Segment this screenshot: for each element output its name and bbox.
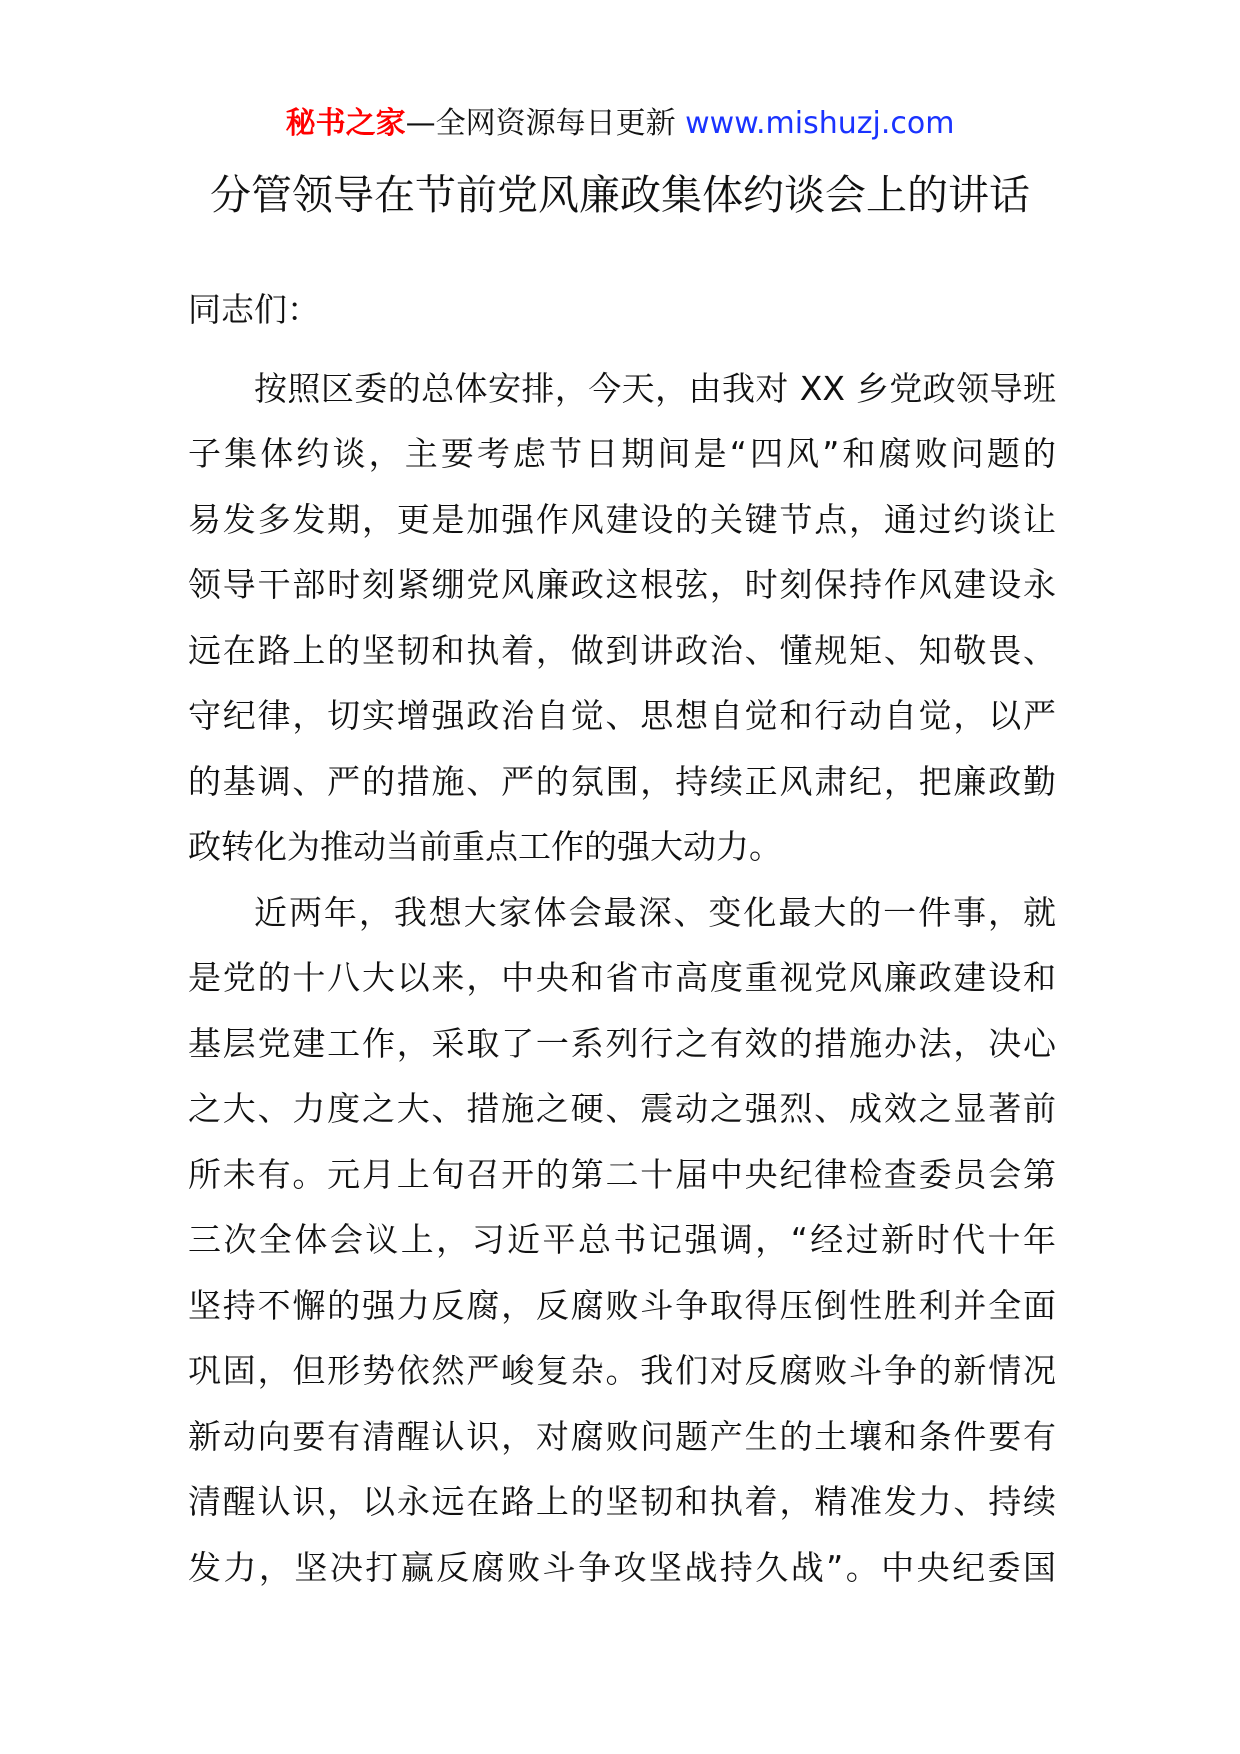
- salutation: 同志们：: [188, 290, 320, 329]
- paragraph-line: 基层党建工作，采取了一系列行之有效的措施办法，决心: [188, 1023, 1056, 1063]
- paragraph-line: 清醒认识，以永远在路上的坚韧和执着，精准发力、持续: [188, 1482, 1056, 1521]
- paragraph-line: 政转化为推动当前重点工作的强大动力。: [188, 827, 782, 866]
- paragraph-line: 坚持不懈的强力反腐，反腐败斗争取得压倒性胜利并全面: [188, 1285, 1056, 1325]
- paragraph-line: 子集体约谈，主要考虑节日期间是“四风”和腐败问题的: [188, 434, 1056, 473]
- paragraph-line: 领导干部时刻紧绷党风廉政这根弦，时刻保持作风建设永: [188, 565, 1056, 604]
- paragraph-line: 守纪律，切实增强政治自觉、思想自觉和行动自觉，以严: [188, 696, 1056, 735]
- paragraph-1: [188, 356, 1056, 880]
- paragraph-line: 远在路上的坚韧和执着，做到讲政治、懂规矩、知敬畏、: [188, 630, 1056, 670]
- document-title: 分管领导在节前党风廉政集体约谈会上的讲话: [210, 171, 1030, 219]
- site-url: www.mishuzj.com: [685, 106, 955, 141]
- paragraph-line: 三次全体会议上，习近平总书记强调，“经过新时代十年: [188, 1220, 1056, 1259]
- paragraph-line: 的基调、严的措施、严的氛围，持续正风肃纪，把廉政勤: [188, 761, 1056, 801]
- site-header: [0, 102, 1240, 146]
- document-body: [188, 290, 1056, 1600]
- brand-name: 秘书之家: [285, 106, 406, 141]
- paragraph-line: 是党的十八大以来，中央和省市高度重视党风廉政建设和: [188, 958, 1056, 997]
- header-tagline: —全网资源每日更新: [405, 106, 686, 141]
- paragraph-line: 近两年，我想大家体会最深、变化最大的一件事，就: [254, 892, 1056, 932]
- paragraph-line: 新动向要有清醒认识，对腐败问题产生的土壤和条件要有: [188, 1416, 1056, 1456]
- paragraph-line: 按照区委的总体安排，今天，由我对 XX 乡党政领导班: [254, 368, 1056, 408]
- paragraph-line: 所未有。元月上旬召开的第二十届中央纪律检查委员会第: [188, 1154, 1056, 1194]
- paragraph-line: 易发多发期，更是加强作风建设的关键节点，通过约谈让: [188, 499, 1056, 539]
- paragraph-line: 之大、力度之大、措施之硬、震动之强烈、成效之显著前: [188, 1089, 1056, 1128]
- paragraph-2: [188, 880, 1056, 1601]
- paragraph-line: 巩固，但形势依然严峻复杂。我们对反腐败斗争的新情况: [188, 1351, 1056, 1390]
- paragraph-line: 发力，坚决打赢反腐败斗争攻坚战持久战”。中央纪委国: [188, 1547, 1056, 1587]
